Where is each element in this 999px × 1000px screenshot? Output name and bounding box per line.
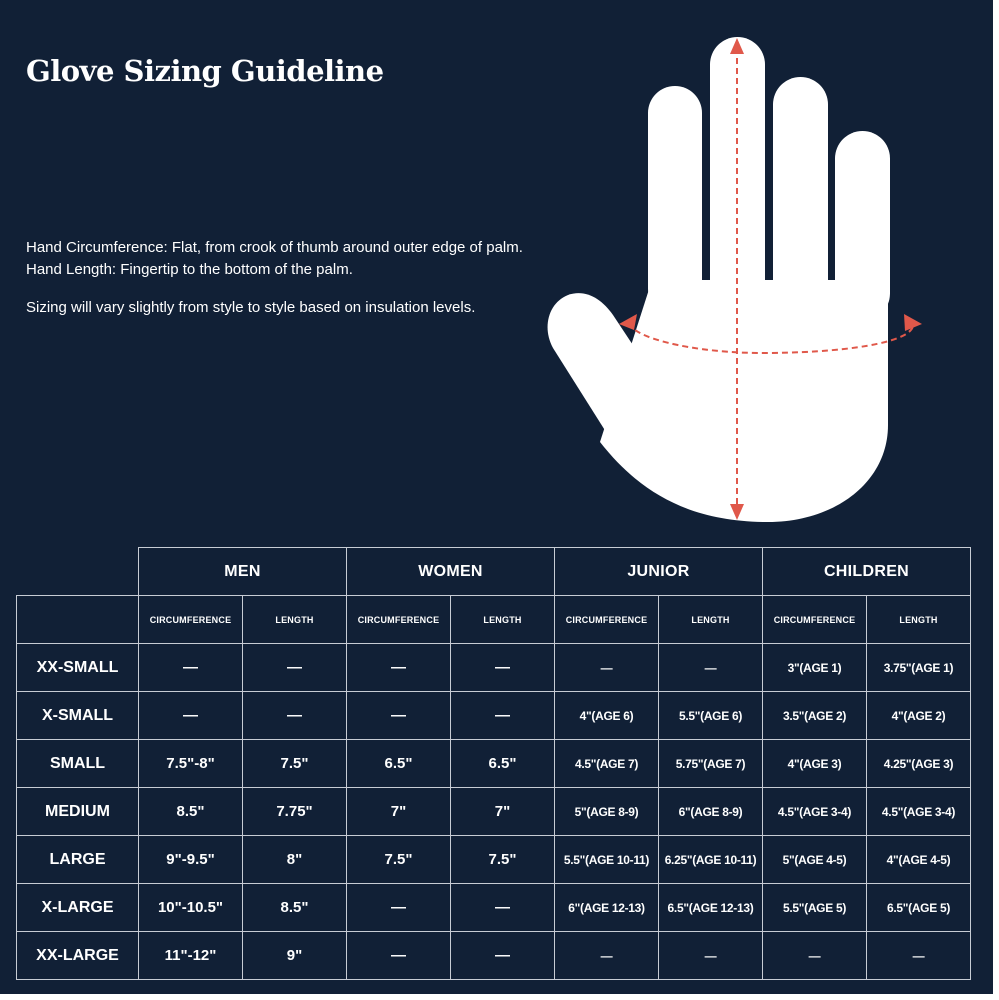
table-row [17,836,971,884]
subheader-children-length: LENGTH [867,596,971,644]
size-value-cell: 4"(AGE 3) [763,740,867,788]
subheader-men-circumference: CIRCUMFERENCE [139,596,243,644]
size-value-cell: — [763,932,867,980]
size-value-cell: 7" [451,788,555,836]
table-row [17,884,971,932]
size-value-cell: — [139,644,243,692]
size-value-cell: 11"-12" [139,932,243,980]
size-value-cell: — [451,932,555,980]
size-chart-table [16,547,971,980]
size-value-cell: 6.5"(AGE 5) [867,884,971,932]
size-label: X-SMALL [17,692,139,740]
size-value-cell: 7" [347,788,451,836]
size-label: MEDIUM [17,788,139,836]
arrow-left-icon [619,314,637,330]
size-value-cell: 10"-10.5" [139,884,243,932]
size-value-cell: 5.5"(AGE 10-11) [555,836,659,884]
size-value-cell: 7.5"-8" [139,740,243,788]
page-title: Glove Sizing Guideline [26,54,384,88]
size-value-cell: — [659,644,763,692]
size-value-cell: — [347,884,451,932]
size-value-cell: 6"(AGE 12-13) [555,884,659,932]
group-header-men: MEN [139,548,347,596]
size-value-cell: 6.25"(AGE 10-11) [659,836,763,884]
size-label: XX-LARGE [17,932,139,980]
size-value-cell: 4"(AGE 2) [867,692,971,740]
size-value-cell: 4.5"(AGE 3-4) [867,788,971,836]
size-value-cell: 9"-9.5" [139,836,243,884]
group-header-women: WOMEN [347,548,555,596]
size-value-cell: 4.5"(AGE 3-4) [763,788,867,836]
size-value-cell: 8.5" [243,884,347,932]
circumference-note: Hand Circumference: Flat, from crook of thumb around outer edge of palm. [26,239,523,256]
size-label: X-LARGE [17,884,139,932]
size-value-cell: 5"(AGE 8-9) [555,788,659,836]
group-header-junior: JUNIOR [555,548,763,596]
size-value-cell: — [867,932,971,980]
size-value-cell: 4.25"(AGE 3) [867,740,971,788]
size-value-cell: 3.5"(AGE 2) [763,692,867,740]
size-value-cell: — [451,644,555,692]
size-value-cell: — [243,692,347,740]
size-value-cell: 8.5" [139,788,243,836]
subheader-row [17,596,971,644]
size-value-cell: 6.5" [347,740,451,788]
subheader-blank [17,596,139,644]
size-value-cell: 6.5" [451,740,555,788]
size-value-cell: 5.5"(AGE 6) [659,692,763,740]
size-label: SMALL [17,740,139,788]
size-label: XX-SMALL [17,644,139,692]
size-value-cell: — [555,644,659,692]
size-value-cell: 6.5"(AGE 12-13) [659,884,763,932]
size-value-cell: 9" [243,932,347,980]
size-value-cell: — [659,932,763,980]
length-note: Hand Length: Fingertip to the bottom of the palm. [26,261,353,278]
size-value-cell: 8" [243,836,347,884]
size-value-cell: 4"(AGE 6) [555,692,659,740]
size-value-cell: — [243,644,347,692]
size-value-cell: 7.75" [243,788,347,836]
size-label: LARGE [17,836,139,884]
size-value-cell: — [451,692,555,740]
size-value-cell: 3.75"(AGE 1) [867,644,971,692]
size-rows [17,644,971,980]
size-value-cell: — [451,884,555,932]
group-header-row [17,548,971,596]
group-header-children: CHILDREN [763,548,971,596]
subheader-women-length: LENGTH [451,596,555,644]
size-value-cell: 7.5" [347,836,451,884]
subheader-junior-length: LENGTH [659,596,763,644]
size-value-cell: 4"(AGE 4-5) [867,836,971,884]
size-value-cell: 5.5"(AGE 5) [763,884,867,932]
size-value-cell: — [555,932,659,980]
size-value-cell: — [347,692,451,740]
size-value-cell: 7.5" [243,740,347,788]
subheader-junior-circumference: CIRCUMFERENCE [555,596,659,644]
subheader-children-circumference: CIRCUMFERENCE [763,596,867,644]
table-row [17,692,971,740]
size-value-cell: 3"(AGE 1) [763,644,867,692]
subheader-women-circumference: CIRCUMFERENCE [347,596,451,644]
table-row [17,932,971,980]
hand-silhouette [548,37,890,522]
variance-note: Sizing will vary slightly from style to style based on insulation levels. [26,299,476,316]
size-value-cell: 4.5"(AGE 7) [555,740,659,788]
size-value-cell: 6"(AGE 8-9) [659,788,763,836]
corner-cell [17,548,139,596]
size-value-cell: 5"(AGE 4-5) [763,836,867,884]
table-row [17,788,971,836]
size-value-cell: — [347,932,451,980]
size-value-cell: 5.75"(AGE 7) [659,740,763,788]
size-value-cell: — [139,692,243,740]
size-value-cell: 7.5" [451,836,555,884]
table-row [17,644,971,692]
subheader-men-length: LENGTH [243,596,347,644]
size-value-cell: — [347,644,451,692]
table-row [17,740,971,788]
